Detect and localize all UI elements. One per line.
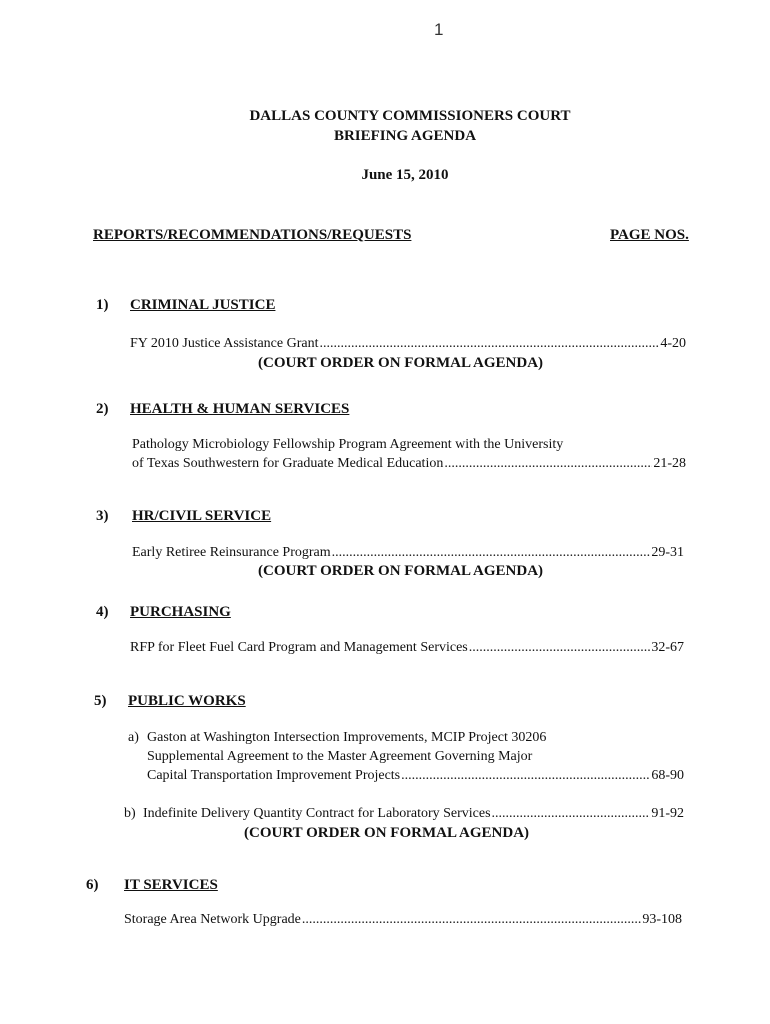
item-text: FY 2010 Justice Assistance Grant — [130, 336, 319, 351]
column-header-page-nos: PAGE NOS. — [610, 227, 689, 243]
page-number: 1 — [434, 20, 444, 39]
item-text: Capital Transportation Improvement Projects — [147, 768, 401, 783]
agenda-item — [147, 768, 684, 784]
agenda-item — [124, 912, 682, 928]
item-pages: 29-31 — [651, 545, 684, 560]
item-text: RFP for Fleet Fuel Card Program and Management Services — [130, 640, 468, 655]
agenda-item — [132, 456, 686, 472]
item-pages: 91-92 — [651, 806, 684, 821]
item-letter: a) — [128, 730, 139, 745]
item-text-line: Pathology Microbiology Fellowship Program Agreement with the University — [132, 437, 564, 452]
item-pages: 21-28 — [653, 456, 686, 471]
item-text: of Texas Southwestern for Graduate Medical Education — [132, 456, 444, 471]
section-heading-health-human-services: HEALTH & HUMAN SERVICES — [130, 401, 350, 417]
item-pages: 4-20 — [660, 336, 686, 351]
item-letter: b) — [124, 806, 136, 821]
document-subtitle: BRIEFING AGENDA — [333, 128, 477, 144]
section-heading-public-works: PUBLIC WORKS — [128, 693, 246, 709]
section-number: 1) — [96, 297, 109, 313]
dot-leader — [302, 912, 641, 928]
dot-leader — [319, 336, 659, 352]
document-title: DALLAS COUNTY COMMISSIONERS COURT — [249, 108, 571, 124]
item-text-line: Gaston at Washington Intersection Improvements, MCIP Project 30206 — [147, 730, 547, 745]
item-pages: 32-67 — [651, 640, 684, 655]
column-header-reports: REPORTS/RECOMMENDATIONS/REQUESTS — [93, 227, 412, 243]
item-text: Storage Area Network Upgrade — [124, 912, 301, 927]
section-number: 6) — [86, 877, 99, 893]
item-text: Indefinite Delivery Quantity Contract for Laboratory Services — [143, 806, 491, 821]
dot-leader — [444, 456, 652, 472]
dot-leader — [332, 545, 651, 561]
agenda-item — [132, 545, 684, 561]
dot-leader — [469, 640, 651, 656]
dot-leader — [492, 806, 651, 822]
section-heading-criminal-justice: CRIMINAL JUSTICE — [130, 297, 276, 313]
item-pages: 68-90 — [651, 768, 684, 783]
section-number: 2) — [96, 401, 109, 417]
item-pages: 93-108 — [642, 912, 682, 927]
agenda-item — [130, 336, 686, 352]
section-number: 3) — [96, 508, 109, 524]
court-order-note: (COURT ORDER ON FORMAL AGENDA) — [258, 563, 544, 579]
agenda-item — [143, 806, 684, 822]
section-heading-hr-civil-service: HR/CIVIL SERVICE — [132, 508, 272, 524]
item-text-line: Supplemental Agreement to the Master Agreement Governing Major — [147, 749, 533, 764]
agenda-item — [130, 640, 684, 656]
section-number: 5) — [94, 693, 107, 709]
section-number: 4) — [96, 604, 109, 620]
court-order-note: (COURT ORDER ON FORMAL AGENDA) — [258, 355, 544, 371]
section-heading-purchasing: PURCHASING — [130, 604, 231, 620]
dot-leader — [401, 768, 650, 784]
agenda-date: June 15, 2010 — [361, 167, 449, 183]
item-text: Early Retiree Reinsurance Program — [132, 545, 331, 560]
court-order-note: (COURT ORDER ON FORMAL AGENDA) — [244, 825, 530, 841]
section-heading-it-services: IT SERVICES — [124, 877, 218, 893]
